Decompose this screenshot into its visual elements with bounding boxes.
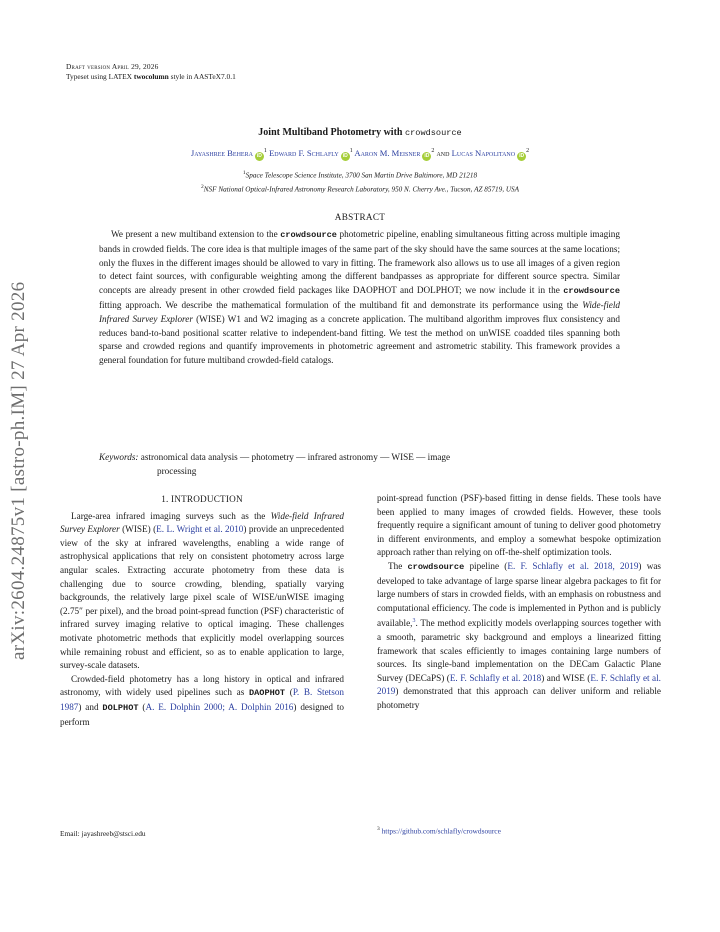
abstract-heading: ABSTRACT: [334, 212, 386, 222]
footnote-marker[interactable]: 3: [412, 618, 416, 625]
footnote: $^3$ https://github.com/schlafly/crowdsource: [377, 826, 501, 836]
author-1[interactable]: Jayashree Behera: [190, 148, 253, 158]
latex-logo: LATEX: [108, 72, 132, 81]
author-2[interactable]: Edward F. Schlafly: [269, 148, 339, 158]
author-3[interactable]: Aaron M. Meisner: [354, 148, 421, 158]
paper-title: Joint Multiband Photometry with crowdsource: [258, 127, 462, 138]
intro-paragraph-4: The crowdsource pipeline (E. F. Schlafly et al. 2018, 2019) was developed to take advantage of large sparse linear algebra packages to fit for large numbers of stars in crowded fields, with an emphasis on robustness and computational efficiency. The code is implemented in Python and is publicly available,$^3$. The method explicitly models overlapping sources together with a smooth, parametric sky background and employs a linearized fitting framework that scales efficiently to images containing large numbers of sources. Its single-band implementation on the DECam Galactic Plane Survey (DECaPS) (E. F. Schlafly et al. 2018) and WISE (E. F. Schlafly et al. 2019) demonstrated that this approach can deliver uniform and reliable photometry: [377, 560, 661, 710]
citation-link[interactable]: E. F. Schlafly et al. 2018, 2019: [507, 560, 639, 571]
orcid-icon[interactable]: iD: [424, 153, 430, 159]
orcid-icon[interactable]: iD: [342, 153, 348, 159]
intro-paragraph-2: Crowded-field photometry has a long history in optical and infrared astronomy, with widely used pipelines such as DAOPHOT (P. B. Stetson 1987) and DOLPHOT (A. E. Dolphin 2000; A. Dolphin 2016) designed to perform: [60, 673, 345, 727]
section-heading: 1. INTRODUCTION: [161, 494, 243, 504]
citation-link[interactable]: E. F. Schlafly et al. 2019: [377, 672, 661, 697]
citation-link[interactable]: A. E. Dolphin 2000; A. Dolphin 2016: [145, 701, 294, 712]
draft-version: Draft version April 29, 2026: [66, 62, 159, 71]
arxiv-stamp: arXiv:2604.24875v1 [astro-ph.IM] 27 Apr 2026: [8, 281, 29, 660]
footnote-url[interactable]: https://github.com/schlafly/crowdsource: [381, 826, 501, 836]
abstract-body: We present a new multiband extension to the crowdsource photometric pipeline, enabling simultaneous fitting across multiple imaging bands in crowded fields. The core idea is that multiple images of the same part of the sky should have the same sources at the same locations; only the fluxes in the different images should be allowed to vary in fitting. The framework also allows us to use all images of a given region to detect faint sources, with configurable weighting among the different bandpasses as appropriate for different source spectra. Similar concepts are already present in other crowded field packages like DAOPHOT and DOLPHOT; we now include it in the crowdsource fitting approach. We describe the mathematical formulation of the multiband fit and demonstrate its performance using the Wide-field Infrared Survey Explorer (WISE) W1 and W2 imaging as a concrete application. The multiband algorithm improves flux consistency and reduces band-to-band positional scatter relative to independent-band fitting. We test the method on unWISE coadded tiles spanning both sparse and crowded regions and quantify improvements in photometric agreement and astrometric stability. This framework provides a general foundation for future multiband crowded-field catalogs.: [99, 229, 620, 366]
orcid-icon[interactable]: iD: [256, 153, 262, 159]
citation-link[interactable]: P. B. Stetson 1987: [60, 687, 345, 712]
author-list: Jayashree Behera $iD^1$ Edward F. Schlafly $iD^1$ Aaron M. Meisner $iD^2$ and Lucas Napolitano $iD^2$: [190, 148, 530, 159]
affiliation-1: $^1$Space Telescope Science Institute, 3700 San Martin Drive Baltimore, MD 21218: [242, 170, 478, 180]
typeset-line: Typeset using LATEX twocolumn style in AASTeX7.0.1: [66, 72, 236, 81]
draft-header: [66, 62, 236, 82]
keywords: Keywords: astronomical data analysis — photometry — infrared astronomy — WISE — image processing: [99, 452, 451, 476]
intro-paragraph-1: Large-area infrared imaging surveys such as the Wide-field Infrared Survey Explorer (WISE) (E. L. Wright et al. 2010) provide an unprecedented view of the sky at infrared wavelengths, enabling a wide range of astrophysical applications that rely on consistent photometry across large angular scales. Extracting accurate photometry from these data is challenging due to source crowding, blending, spatially varying backgrounds, the relatively large pixel scale of WISE/unWISE imaging (2.75″ per pixel), and the broad point-spread function (PSF) characteristic of infrared survey imaging relative to optical imaging. These challenges motivate photometric methods that explicitly model overlapping sources while remaining robust and efficient, so as to enable application to large, survey-scale datasets.: [60, 510, 344, 671]
corresponding-email[interactable]: Email: jayashreeb@stsci.edu: [60, 829, 146, 838]
citation-link[interactable]: E. L. Wright et al. 2010: [156, 524, 244, 535]
right-column: [377, 492, 661, 713]
affiliation-2: $^2$NSF National Optical-Infrared Astronomy Research Laboratory, 950 N. Cherry Ave., Tucson, AZ 85719, USA: [201, 184, 519, 194]
citation-link[interactable]: E. F. Schlafly et al. 2018: [449, 672, 542, 683]
author-4[interactable]: Lucas Napolitano: [451, 148, 516, 158]
keywords-label: Keywords:: [99, 452, 139, 462]
orcid-icon[interactable]: iD: [519, 153, 525, 159]
left-column: [60, 493, 344, 729]
twocolumn-word: twocolumn: [133, 72, 169, 81]
intro-paragraph-3: point-spread function (PSF)-based fitting in dense fields. These tools have been applied to many images of crowded fields. However, these tools frequently require a significant amount of tuning to deliver good photometry in different environments, and employ a somewhat bespoke optimization approach rather than relying on off-the-shelf optimization tools.: [377, 493, 661, 558]
